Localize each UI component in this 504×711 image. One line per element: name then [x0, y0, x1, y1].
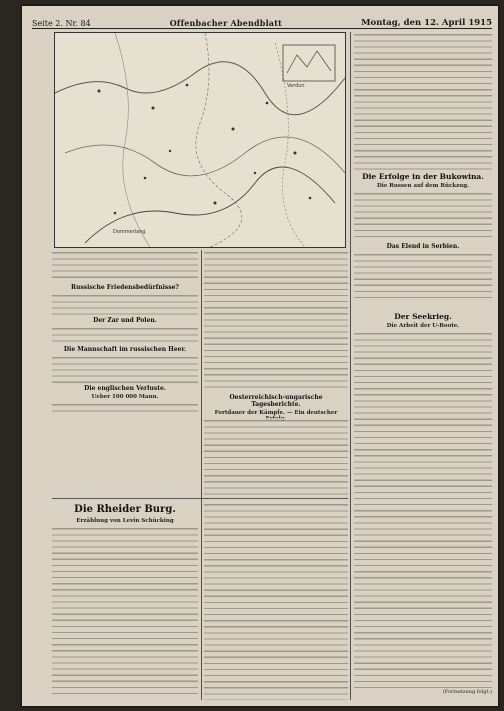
left-column-articles [52, 250, 198, 418]
feuilleton [52, 502, 198, 700]
subhead-englische-verluste: Ueber 100 000 Mann. [91, 394, 159, 400]
continued-note: (Fortsetzung folgt.) [442, 689, 492, 696]
article-text-lines [354, 191, 492, 241]
newspaper-page [22, 6, 498, 706]
subhead-seekrieg: Die Arbeit der U-Boote. [386, 323, 460, 329]
map-label-verdun: Verdun [287, 83, 305, 89]
headline-russische-friedens: Russische Friedensbedürfnisse? [71, 284, 179, 291]
center-column-text [204, 418, 348, 496]
article-text-lines [52, 526, 198, 696]
article-text-lines [52, 293, 198, 315]
feuilleton-continued [204, 502, 348, 700]
article-text-lines [52, 326, 198, 344]
article-text-lines [354, 331, 492, 689]
article-text-lines [52, 355, 198, 383]
article-text-lines [204, 418, 348, 496]
newspaper-title: Offenbacher Abendblatt [169, 18, 282, 28]
headline-englische-verluste: Die englischen Verluste. [84, 385, 166, 392]
article-text-lines [52, 402, 198, 416]
headline-tagesberichte: Oesterreichisch-ungarische Tagesberichte. [229, 394, 323, 408]
article-text-lines [52, 250, 198, 282]
subhead-bukowina: Die Russen auf dem Rückzug. [377, 183, 469, 189]
feuilleton-subtitle: Erzählung von Levin Schücking [76, 518, 174, 524]
page-number: Seite 2. Nr. 84 [32, 19, 91, 28]
issue-date: Montag, den 12. April 1915 [361, 18, 492, 28]
right-column-top-text [354, 32, 492, 170]
article-tagesberichte [204, 392, 348, 418]
center-column-top [204, 250, 348, 390]
article-text-lines [204, 502, 348, 700]
article-bukowina [354, 170, 492, 310]
headline-seekrieg: Der Seekrieg. [394, 312, 452, 321]
headline-serbien: Das Elend in Serbien. [386, 243, 460, 251]
front-map [54, 32, 346, 248]
column-rule [350, 32, 351, 700]
article-text-lines [354, 252, 492, 302]
article-text-lines [354, 32, 492, 170]
headline-bukowina: Die Erfolge in der Bukowina. [362, 172, 484, 181]
map-drawing [55, 33, 345, 247]
masthead [32, 14, 492, 29]
subhead-tagesberichte: Fortdauer der Kämpfe. — Ein deutscher [214, 410, 338, 416]
feuilleton-title: Die Rheider Burg. [74, 504, 176, 515]
column-rule [201, 250, 202, 700]
headline-zar-polen: Der Zar und Polen. [93, 317, 157, 324]
map-label-dommerlang: Dommerlang [113, 229, 146, 235]
headline-mannschaft: Die Mannschaft im russischen Heer. [63, 346, 187, 353]
article-text-lines [204, 250, 348, 390]
article-seekrieg [354, 310, 492, 700]
section-divider [52, 498, 348, 499]
